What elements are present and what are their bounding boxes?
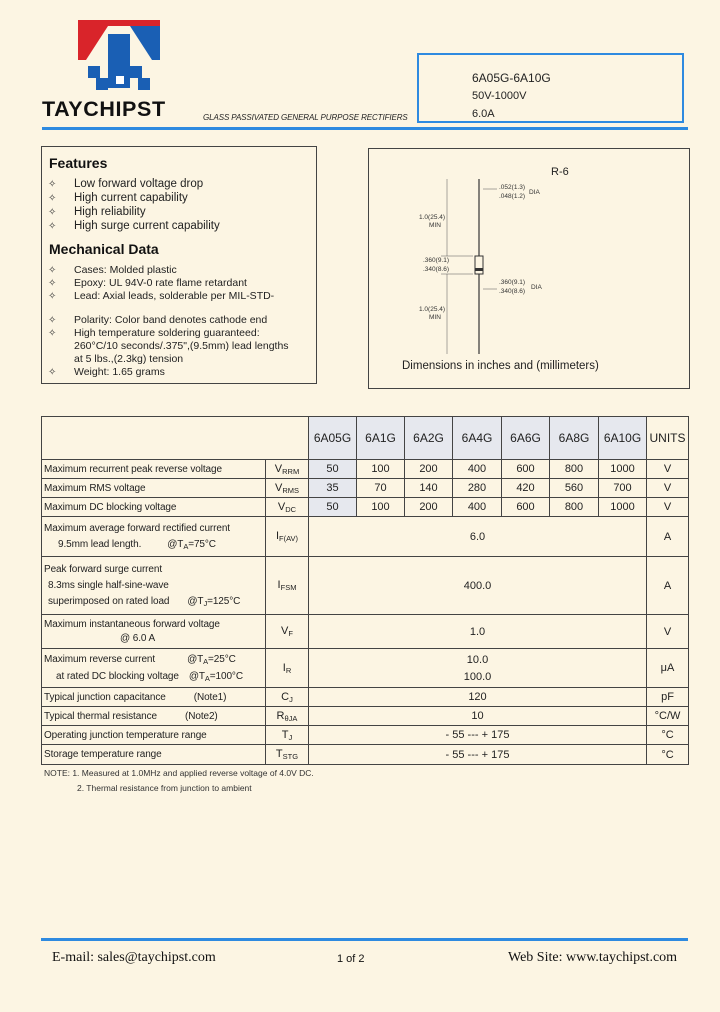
features-title: Features (49, 155, 108, 171)
part-title-box (417, 53, 684, 123)
mechanical-item: ✧ Cases: Molded plastic (48, 264, 177, 276)
soldering-detail: at 5 lbs.,(2.3kg) tension (74, 353, 184, 365)
part-number: 6A05G-6A10G (472, 71, 551, 85)
col-header: 6A8G (550, 417, 599, 460)
feature-item: ✧ High reliability (48, 206, 146, 218)
bullet-icon: ✧ (48, 328, 57, 339)
table-row: Maximum RMS voltage $V_{RMS}$ 35 70 140 280 420 560 700 V (42, 479, 689, 498)
header-divider (42, 127, 688, 130)
feature-item: ✧ High current capability (48, 192, 188, 204)
bullet-icon: ✧ (48, 291, 57, 302)
body-dia-label: DIA (531, 284, 542, 291)
feature-item: ✧ Low forward voltage drop (48, 178, 204, 190)
footer-website[interactable]: Web Site: www.taychipst.com (508, 950, 678, 965)
bullet-icon: ✧ (48, 221, 57, 232)
table-row: Typical thermal resistance (Note2) $R_{\theta JA}$ 10 °C/W (42, 707, 689, 726)
features-box (41, 146, 317, 384)
brand-name: TAYCHIPST (42, 97, 166, 121)
soldering-detail: 260°C/10 seconds/.375",(9.5mm) lead lengths (74, 340, 289, 352)
package-name: R-6 (551, 166, 569, 178)
table-row: Maximum DC blocking voltage $V_{DC}$ 50 100 200 400 600 800 1000 V (42, 498, 689, 517)
table-row: Typical junction capacitance (Note1) $C_J$ 120 pF (42, 688, 689, 707)
table-row: Maximum recurrent peak reverse voltage $V_{RRM}$ 50 100 200 400 600 800 1000 V (42, 460, 689, 479)
lead-length-bottom-min: MIN (429, 314, 441, 321)
table-row: Maximum reverse current $@T_A=25^\circ C$ at rated DC blocking voltage $@T_A=100^\circ C$ $I_R$ 10.0 100.0 μA (42, 649, 689, 688)
footer-email[interactable]: E-mail: sales@taychipst.com (52, 950, 216, 965)
bullet-icon: ✧ (48, 315, 57, 326)
package-drawing (368, 148, 690, 389)
mechanical-title: Mechanical Data (49, 241, 159, 257)
col-header: 6A2G (405, 417, 453, 460)
mechanical-item: ✧ Lead: Axial leads, solderable per MIL-STD- (48, 290, 275, 302)
spec-table (41, 416, 689, 765)
body-dia-max: .360(9.1) (499, 279, 526, 286)
header-blank (42, 417, 309, 460)
dimensions-caption: Dimensions in inches and (millimeters) (402, 360, 599, 372)
bullet-icon: ✧ (48, 278, 57, 289)
lead-dia-min: .048(1.2) (499, 193, 526, 200)
current-rating: 6.0A (472, 108, 495, 120)
body-length-max: .360(9.1) (423, 257, 450, 264)
bullet-icon: ✧ (48, 207, 57, 218)
table-row: Storage temperature range $T_{STG}$ - 55 --- + 175 °C (42, 745, 689, 765)
units-header: UNITS (647, 417, 689, 460)
mechanical-item: ✧ Epoxy: UL 94V-0 rate flame retardant (48, 277, 247, 289)
col-header: 6A4G (453, 417, 502, 460)
mechanical-item: ✧ Weight: 1.65 grams (48, 366, 165, 378)
bullet-icon: ✧ (48, 265, 57, 276)
note-1: NOTE: 1. Measured at 1.0MHz and applied reverse voltage of 4.0V DC. (44, 768, 314, 778)
lead-dia-label: DIA (529, 189, 540, 196)
feature-item: ✧ High surge current capability (48, 220, 220, 232)
brand-subtitle: GLASS PASSIVATED GENERAL PURPOSE RECTIFIERS (203, 113, 408, 122)
col-header: 6A1G (357, 417, 405, 460)
bullet-icon: ✧ (48, 367, 57, 378)
col-header: 6A05G (309, 417, 357, 460)
body-length-min: .340(8.6) (423, 266, 450, 273)
col-header: 6A6G (502, 417, 550, 460)
mechanical-item: ✧ Polarity: Color band denotes cathode end (48, 314, 268, 326)
footer-divider (41, 938, 688, 941)
body-dia-min: .340(8.6) (499, 288, 526, 295)
lead-dia-max: .052(1.3) (499, 184, 526, 191)
mechanical-item: ✧ High temperature soldering guaranteed: (48, 327, 260, 339)
lead-length-top: 1.0(25.4) (419, 214, 446, 221)
table-row: Peak forward surge current 8.3ms single half-sine-wave superimposed on rated load $@T_J=125^\circ C$ $I_{FSM}$ 400.0 A (42, 557, 689, 615)
package-outline (369, 149, 689, 388)
table-row: Maximum average forward rectified current 9.5mm lead length. $@T_A=75^\circ C$ $I_{F(AV)}$ 6.0 A (42, 517, 689, 557)
table-header-row (42, 417, 689, 460)
page-number: 1 of 2 (337, 953, 365, 965)
note-2: 2. Thermal resistance from junction to ambient (77, 783, 252, 793)
lead-length-bottom: 1.0(25.4) (419, 306, 446, 313)
taychipst-logo (78, 20, 160, 96)
bullet-icon: ✧ (48, 193, 57, 204)
col-header: 6A10G (599, 417, 647, 460)
table-row: Maximum instantaneous forward voltage @ 6.0 A $V_F$ 1.0 V (42, 615, 689, 649)
table-row: Operating junction temperature range $T_J$ - 55 --- + 175 °C (42, 726, 689, 745)
voltage-range: 50V-1000V (472, 90, 527, 102)
bullet-icon: ✧ (48, 179, 57, 190)
lead-length-top-min: MIN (429, 222, 441, 229)
